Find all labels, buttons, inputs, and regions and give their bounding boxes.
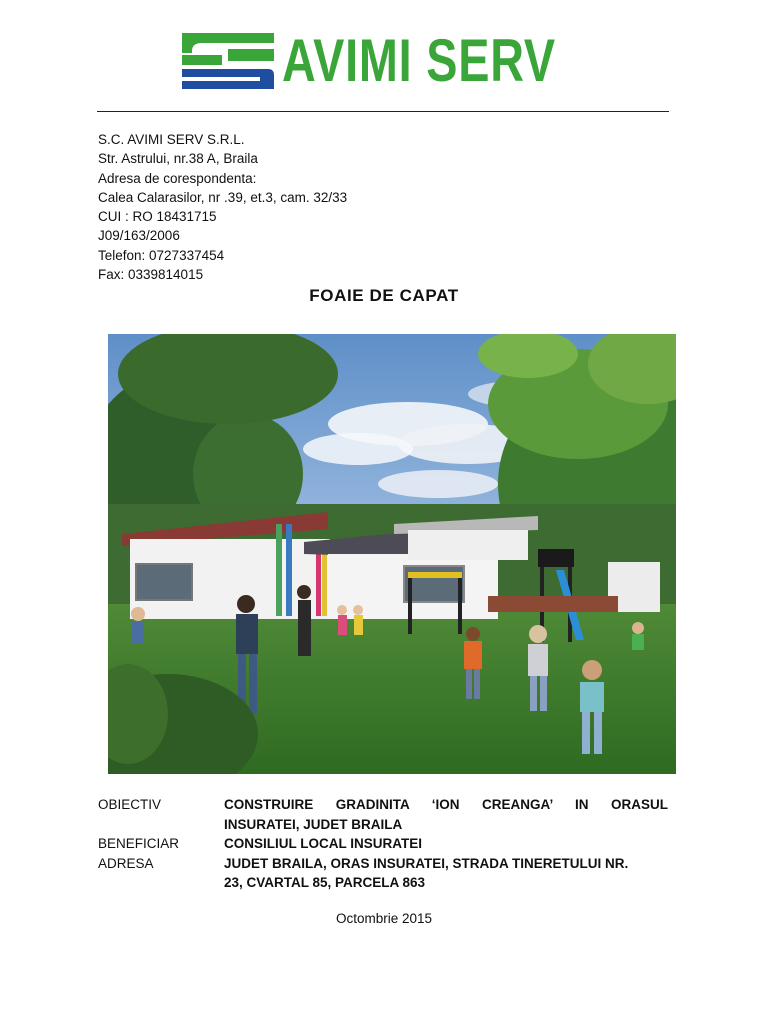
company-name: S.C. AVIMI SERV S.R.L. — [98, 132, 245, 147]
objective-label: OBIECTIV — [98, 797, 162, 812]
beneficiary-label: BENEFICIAR — [98, 836, 180, 851]
logo-text: AVIMI SERV — [282, 27, 556, 94]
address-value-line2: 23, CVARTAL 85, PARCELA 863 — [224, 875, 426, 890]
logo-mark-icon — [182, 33, 274, 89]
kindergarten-rendering-image — [108, 334, 676, 774]
company-info — [98, 130, 347, 284]
beneficiary-value: CONSILIUL LOCAL INSURATEI — [224, 836, 423, 851]
correspondence-label: Adresa de corespondenta: — [98, 170, 257, 186]
company-fax: Fax: 0339814015 — [98, 267, 204, 283]
address-row — [98, 854, 668, 893]
company-logo — [182, 27, 622, 94]
project-details — [98, 795, 668, 893]
header-divider — [97, 111, 669, 112]
address-label: ADRESA — [98, 855, 154, 871]
document-date: Octombrie 2015 — [335, 911, 433, 926]
company-phone: Telefon: 0727337454 — [98, 247, 225, 263]
company-cui: CUI : RO 18431715 — [98, 209, 217, 225]
address-value-line1: JUDET BRAILA, ORAS INSURATEI, STRADA TINERETULUI NR. — [224, 855, 629, 871]
company-address: Str. Astrului, nr.38 A, Braila — [98, 151, 258, 167]
objective-value-line1: CONSTRUIRE GRADINITA ‘ION CREANGA’ IN ORASUL — [224, 797, 668, 812]
page-title: FOAIE DE CAPAT — [309, 286, 459, 305]
company-registry: J09/163/2006 — [98, 228, 180, 244]
objective-row — [98, 795, 668, 834]
correspondence-address: Calea Calarasilor, nr .39, et.3, cam. 32/33 — [98, 189, 348, 205]
beneficiary-row — [98, 834, 668, 854]
objective-value-line2: INSURATEI, JUDET BRAILA — [224, 816, 403, 832]
